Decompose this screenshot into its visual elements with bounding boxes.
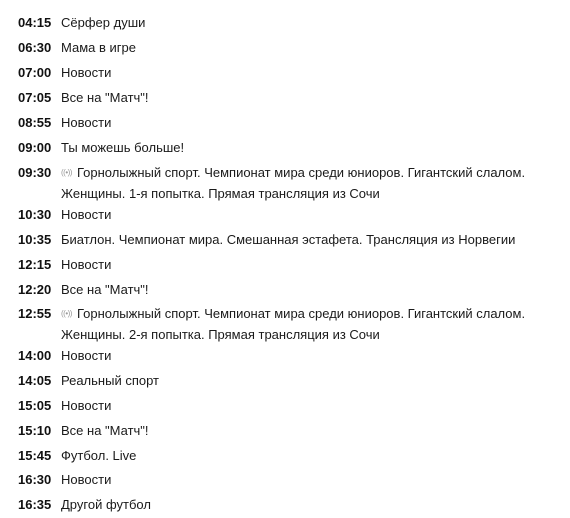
schedule-row bbox=[18, 345, 560, 366]
program-title[interactable]: Новости bbox=[61, 115, 112, 130]
schedule-row bbox=[18, 37, 560, 58]
program-time: 10:35 bbox=[18, 232, 52, 247]
program-title[interactable] bbox=[61, 303, 560, 345]
program-time: 15:05 bbox=[18, 398, 52, 413]
schedule-row bbox=[18, 137, 560, 158]
schedule-row bbox=[18, 12, 560, 33]
schedule-row bbox=[18, 279, 560, 300]
program-title[interactable]: Биатлон. Чемпионат мира. Смешанная эстафета. Трансляция из Норвегии bbox=[61, 232, 516, 247]
program-time: 09:30 bbox=[18, 165, 52, 180]
live-broadcast-icon: ((•)) bbox=[61, 309, 72, 318]
program-time: 12:20 bbox=[18, 282, 52, 297]
schedule-row bbox=[18, 162, 560, 204]
program-title[interactable]: Новости bbox=[61, 472, 112, 487]
program-time: 10:30 bbox=[18, 207, 52, 222]
program-time: 04:15 bbox=[18, 15, 52, 30]
program-title[interactable]: Мама в игре bbox=[61, 40, 136, 55]
program-time: 16:35 bbox=[18, 497, 52, 512]
program-time: 15:45 bbox=[18, 448, 52, 463]
program-time: 16:30 bbox=[18, 472, 52, 487]
program-time: 14:00 bbox=[18, 348, 52, 363]
schedule-row bbox=[18, 254, 560, 275]
schedule-row bbox=[18, 420, 560, 441]
program-title[interactable]: Новости bbox=[61, 257, 112, 272]
schedule-row bbox=[18, 445, 560, 466]
schedule-row bbox=[18, 303, 560, 345]
schedule-row bbox=[18, 395, 560, 416]
program-title[interactable]: Футбол. Live bbox=[61, 448, 137, 463]
program-title[interactable]: Новости bbox=[61, 207, 112, 222]
program-time: 15:10 bbox=[18, 423, 52, 438]
schedule-row bbox=[18, 494, 560, 515]
program-title-text: Горнолыжный спорт. Чемпионат мира среди юниоров. Гигантский слалом. Женщины. 2-я попытка. Прямая трансляция из Сочи bbox=[61, 306, 526, 342]
program-title[interactable]: Другой футбол bbox=[61, 497, 151, 512]
schedule-row bbox=[18, 204, 560, 225]
schedule-row bbox=[18, 87, 560, 108]
program-title[interactable]: Новости bbox=[61, 65, 112, 80]
program-time: 09:00 bbox=[18, 140, 52, 155]
program-title-text: Горнолыжный спорт. Чемпионат мира среди юниоров. Гигантский слалом. Женщины. 1-я попытка. Прямая трансляция из Сочи bbox=[61, 165, 526, 201]
program-title[interactable]: Ты можешь больше! bbox=[61, 140, 185, 155]
program-title[interactable]: Все на "Матч"! bbox=[61, 423, 149, 438]
program-title[interactable]: Сёрфер души bbox=[61, 15, 146, 30]
program-time: 14:05 bbox=[18, 373, 52, 388]
schedule-row bbox=[18, 229, 560, 250]
program-title[interactable]: Новости bbox=[61, 348, 112, 363]
schedule-row bbox=[18, 112, 560, 133]
program-time: 08:55 bbox=[18, 115, 52, 130]
program-title[interactable]: Все на "Матч"! bbox=[61, 90, 149, 105]
program-time: 12:55 bbox=[18, 306, 52, 321]
program-title[interactable]: Все на "Матч"! bbox=[61, 282, 149, 297]
program-time: 07:00 bbox=[18, 65, 52, 80]
program-time: 06:30 bbox=[18, 40, 52, 55]
program-title[interactable]: Реальный спорт bbox=[61, 373, 159, 388]
program-title[interactable]: Новости bbox=[61, 398, 112, 413]
schedule-row bbox=[18, 469, 560, 490]
program-time: 12:15 bbox=[18, 257, 52, 272]
program-time: 07:05 bbox=[18, 90, 52, 105]
program-title[interactable] bbox=[61, 162, 560, 204]
schedule-row bbox=[18, 370, 560, 391]
live-broadcast-icon: ((•)) bbox=[61, 168, 72, 177]
schedule-row bbox=[18, 62, 560, 83]
